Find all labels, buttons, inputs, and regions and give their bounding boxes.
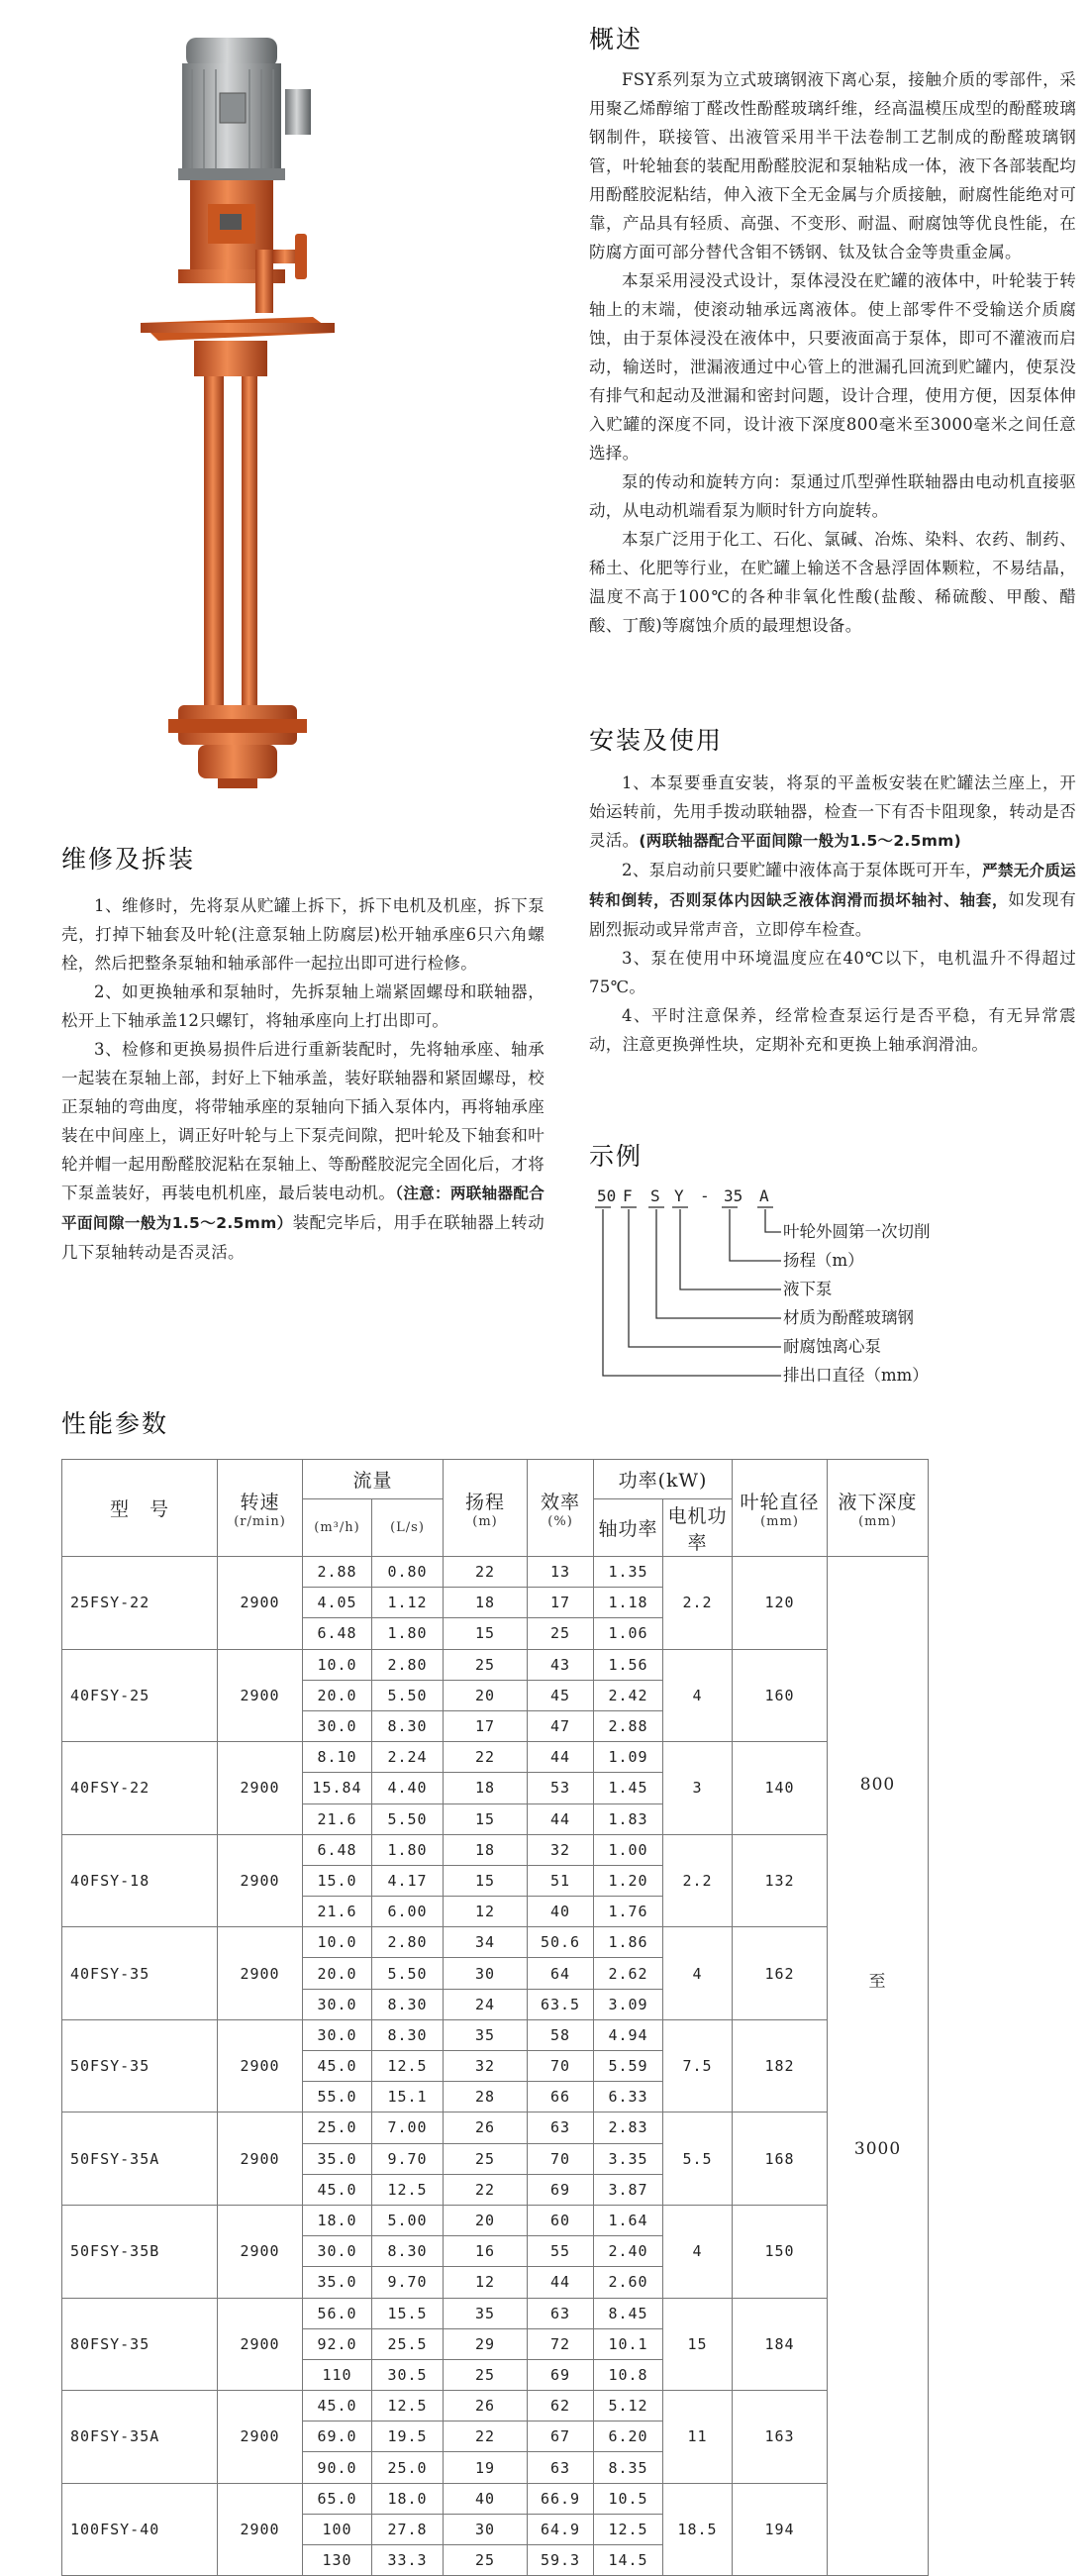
efficiency-cell: 63 xyxy=(528,2298,594,2328)
head-cell: 15 xyxy=(444,1865,528,1896)
model-cell: 40FSY-18 xyxy=(62,1834,218,1927)
speed-cell: 2900 xyxy=(218,1742,303,1835)
header-impeller: 叶轮直径 (mm) xyxy=(733,1460,828,1557)
header-power: 功率(kW) xyxy=(594,1460,733,1499)
flow-m3-cell: 30.0 xyxy=(303,1710,372,1741)
connector-line xyxy=(680,1209,781,1289)
flow-ls-cell: 2.80 xyxy=(372,1927,444,1958)
shaft-power-cell: 2.88 xyxy=(594,1710,663,1741)
flow-m3-cell: 20.0 xyxy=(303,1958,372,1989)
install-step-3: 3、泵在使用中环境温度应在40℃以下，电机温升不得超过75℃。 xyxy=(589,949,1076,996)
depth-value: 800 xyxy=(859,1774,896,1795)
model-cell: 40FSY-35 xyxy=(62,1927,218,2020)
flow-m3-cell: 92.0 xyxy=(303,2328,372,2359)
head-cell: 26 xyxy=(444,2112,528,2143)
flow-m3-cell: 30.0 xyxy=(303,1989,372,2019)
head-cell: 30 xyxy=(444,2514,528,2544)
shaft-power-cell: 5.12 xyxy=(594,2391,663,2421)
head-cell: 12 xyxy=(444,2267,528,2298)
flow-ls-cell: 6.00 xyxy=(372,1897,444,1927)
shaft-power-cell: 1.76 xyxy=(594,1897,663,1927)
model-code-char: A xyxy=(759,1186,769,1205)
head-cell: 30 xyxy=(444,1958,528,1989)
flow-m3-cell: 21.6 xyxy=(303,1803,372,1834)
head-cell: 17 xyxy=(444,1710,528,1741)
header-flow-m3: (m³/h) xyxy=(303,1499,372,1557)
flow-m3-cell: 10.0 xyxy=(303,1649,372,1680)
header-speed: 转速 (r/min) xyxy=(218,1460,303,1557)
efficiency-cell: 66 xyxy=(528,2082,594,2112)
flow-m3-cell: 6.48 xyxy=(303,1834,372,1865)
example-title: 示例 xyxy=(589,1142,644,1171)
header-head: 扬程 (m) xyxy=(444,1460,528,1557)
flow-ls-cell: 25.5 xyxy=(372,2328,444,2359)
efficiency-cell: 47 xyxy=(528,1710,594,1741)
model-code-char: S xyxy=(650,1186,660,1205)
overview-text xyxy=(589,65,1076,640)
shaft-power-cell: 3.35 xyxy=(594,2143,663,2174)
speed-cell: 2900 xyxy=(218,2019,303,2112)
flow-m3-cell: 90.0 xyxy=(303,2452,372,2483)
model-code-char: - xyxy=(700,1186,710,1205)
head-cell: 22 xyxy=(444,1742,528,1773)
flow-ls-cell: 15.1 xyxy=(372,2082,444,2112)
model-cell: 80FSY-35 xyxy=(62,2298,218,2391)
shaft-power-cell: 8.35 xyxy=(594,2452,663,2483)
shaft-power-cell: 1.18 xyxy=(594,1588,663,1618)
head-cell: 25 xyxy=(444,1649,528,1680)
header-model: 型 号 xyxy=(62,1460,218,1557)
connector-line xyxy=(629,1209,781,1347)
model-cell: 40FSY-25 xyxy=(62,1649,218,1742)
efficiency-cell: 72 xyxy=(528,2328,594,2359)
flow-ls-cell: 9.70 xyxy=(372,2267,444,2298)
flow-m3-cell: 6.48 xyxy=(303,1618,372,1649)
flow-ls-cell: 25.0 xyxy=(372,2452,444,2483)
table-row xyxy=(62,1649,929,1680)
head-cell: 22 xyxy=(444,1557,528,1588)
header-efficiency: 效率 (%) xyxy=(528,1460,594,1557)
head-cell: 24 xyxy=(444,1989,528,2019)
shaft-power-cell: 6.33 xyxy=(594,2082,663,2112)
efficiency-cell: 25 xyxy=(528,1618,594,1649)
connector-line xyxy=(656,1209,781,1318)
efficiency-cell: 59.3 xyxy=(528,2545,594,2576)
efficiency-cell: 55 xyxy=(528,2236,594,2267)
speed-cell: 2900 xyxy=(218,1834,303,1927)
head-cell: 18 xyxy=(444,1773,528,1803)
overview-paragraph: 本泵采用浸没式设计，泵体浸没在贮罐的液体中，叶轮装于转轴上的末端，使滚动轴承远离液体。使上部零件不受输送介质腐蚀，由于泵体浸没在液体中，只要液面高于泵体，即可不灌液而启动，输送时，泄漏液通过中心管上的泄漏孔回流到贮罐内，使泵没有排气和起动及泄漏和密封问题，设计合理，使用方便，因泵体伸入贮罐的深度不同，设计液下深度800毫米至3000毫米之间任意选择。 xyxy=(589,271,1076,463)
flow-m3-cell: 55.0 xyxy=(303,2082,372,2112)
head-cell: 35 xyxy=(444,2019,528,2050)
connector-line xyxy=(730,1209,781,1261)
efficiency-cell: 44 xyxy=(528,1742,594,1773)
table-row xyxy=(62,2391,929,2421)
motor-power-cell: 15 xyxy=(663,2298,733,2391)
shaft-power-cell: 1.83 xyxy=(594,1803,663,1834)
shaft-power-cell: 4.94 xyxy=(594,2019,663,2050)
efficiency-cell: 44 xyxy=(528,2267,594,2298)
head-cell: 25 xyxy=(444,2545,528,2576)
impeller-cell: 160 xyxy=(733,1649,828,1742)
model-code-label: 材质为酚醛玻璃钢 xyxy=(783,1308,914,1327)
shaft-power-cell: 3.09 xyxy=(594,1989,663,2019)
speed-cell: 2900 xyxy=(218,2298,303,2391)
head-cell: 35 xyxy=(444,2298,528,2328)
flow-ls-cell: 8.30 xyxy=(372,1710,444,1741)
model-code-label: 叶轮外圆第一次切削 xyxy=(783,1222,931,1241)
efficiency-cell: 17 xyxy=(528,1588,594,1618)
impeller-cell: 120 xyxy=(733,1557,828,1650)
shaft-power-cell: 1.56 xyxy=(594,1649,663,1680)
shaft-power-cell: 2.40 xyxy=(594,2236,663,2267)
head-cell: 25 xyxy=(444,2143,528,2174)
efficiency-cell: 60 xyxy=(528,2205,594,2235)
flow-ls-cell: 7.00 xyxy=(372,2112,444,2143)
efficiency-cell: 45 xyxy=(528,1680,594,1710)
install-title: 安装及使用 xyxy=(589,726,724,755)
model-cell: 25FSY-22 xyxy=(62,1557,218,1650)
table-row xyxy=(62,2112,929,2143)
head-cell: 18 xyxy=(444,1834,528,1865)
impeller-cell: 194 xyxy=(733,2483,828,2576)
flow-m3-cell: 15.84 xyxy=(303,1773,372,1803)
overview-paragraph: 本泵广泛用于化工、石化、氯碱、冶炼、染料、农药、制药、稀土、化肥等行业，在贮罐上输送不含悬浮固体颗粒，不易结晶，温度不高于100℃的各种非氧化性酸(盐酸、稀硫酸、甲酸、醋酸、丁酸)等腐蚀介质的最理想设备。 xyxy=(589,530,1076,635)
shaft-power-cell: 3.87 xyxy=(594,2174,663,2205)
flow-ls-cell: 0.80 xyxy=(372,1557,444,1588)
motor-power-cell: 3 xyxy=(663,1742,733,1835)
impeller-cell: 132 xyxy=(733,1834,828,1927)
flow-ls-cell: 33.3 xyxy=(372,2545,444,2576)
flow-ls-cell: 1.80 xyxy=(372,1834,444,1865)
impeller-cell: 150 xyxy=(733,2205,828,2298)
impeller-cell: 184 xyxy=(733,2298,828,2391)
flow-ls-cell: 8.30 xyxy=(372,2236,444,2267)
repair-text xyxy=(61,891,544,1267)
table-row xyxy=(62,1834,929,1865)
flow-ls-cell: 8.30 xyxy=(372,1989,444,2019)
efficiency-cell: 62 xyxy=(528,2391,594,2421)
efficiency-cell: 64.9 xyxy=(528,2514,594,2544)
flow-m3-cell: 130 xyxy=(303,2545,372,2576)
flow-ls-cell: 4.40 xyxy=(372,1773,444,1803)
repair-step-1: 1、维修时，先将泵从贮罐上拆下，拆下电机及机座，拆下泵壳，打掉下轴套及叶轮(注意泵轴上防腐层)松开轴承座6只六角螺栓，然后把整条泵轴和轴承部件一起拉出即可进行检修。 xyxy=(61,896,544,973)
header-flow-ls: (L/s) xyxy=(372,1499,444,1557)
shaft-power-cell: 1.20 xyxy=(594,1865,663,1896)
head-cell: 18 xyxy=(444,1588,528,1618)
shaft-power-cell: 2.42 xyxy=(594,1680,663,1710)
flow-m3-cell: 30.0 xyxy=(303,2236,372,2267)
flow-m3-cell: 56.0 xyxy=(303,2298,372,2328)
flow-ls-cell: 18.0 xyxy=(372,2483,444,2514)
efficiency-cell: 51 xyxy=(528,1865,594,1896)
motor-power-cell: 2.2 xyxy=(663,1834,733,1927)
install-text xyxy=(589,769,1076,1059)
efficiency-cell: 70 xyxy=(528,2051,594,2082)
shaft-power-cell: 5.59 xyxy=(594,2051,663,2082)
efficiency-cell: 50.6 xyxy=(528,1927,594,1958)
overview-title: 概述 xyxy=(589,25,644,53)
flow-ls-cell: 1.80 xyxy=(372,1618,444,1649)
speed-cell: 2900 xyxy=(218,2483,303,2576)
depth-value: 至 xyxy=(868,1972,887,1993)
motor-power-cell: 2.2 xyxy=(663,1557,733,1650)
model-code-label: 液下泵 xyxy=(783,1280,833,1298)
performance-title: 性能参数 xyxy=(61,1409,169,1438)
performance-table xyxy=(61,1459,929,2576)
flow-m3-cell: 21.6 xyxy=(303,1897,372,1927)
head-cell: 16 xyxy=(444,2236,528,2267)
flow-m3-cell: 65.0 xyxy=(303,2483,372,2514)
head-cell: 34 xyxy=(444,1927,528,1958)
efficiency-cell: 69 xyxy=(528,2359,594,2390)
model-cell: 50FSY-35B xyxy=(62,2205,218,2298)
efficiency-cell: 32 xyxy=(528,1834,594,1865)
flow-m3-cell: 20.0 xyxy=(303,1680,372,1710)
efficiency-cell: 63 xyxy=(528,2112,594,2143)
shaft-power-cell: 2.62 xyxy=(594,1958,663,1989)
shaft-power-cell: 10.5 xyxy=(594,2483,663,2514)
flow-m3-cell: 18.0 xyxy=(303,2205,372,2235)
flow-ls-cell: 19.5 xyxy=(372,2421,444,2452)
model-code-label: 扬程（m） xyxy=(783,1251,864,1270)
flow-m3-cell: 15.0 xyxy=(303,1865,372,1896)
table-row xyxy=(62,1927,929,1958)
flow-m3-cell: 45.0 xyxy=(303,2051,372,2082)
efficiency-cell: 70 xyxy=(528,2143,594,2174)
shaft-power-cell: 10.8 xyxy=(594,2359,663,2390)
speed-cell: 2900 xyxy=(218,1649,303,1742)
impeller-cell: 163 xyxy=(733,2391,828,2484)
flow-m3-cell: 25.0 xyxy=(303,2112,372,2143)
flow-ls-cell: 30.5 xyxy=(372,2359,444,2390)
flow-ls-cell: 27.8 xyxy=(372,2514,444,2544)
shaft-power-cell: 2.83 xyxy=(594,2112,663,2143)
flow-m3-cell: 4.05 xyxy=(303,1588,372,1618)
motor-power-cell: 4 xyxy=(663,1649,733,1742)
shaft-power-cell: 6.20 xyxy=(594,2421,663,2452)
shaft-power-cell: 2.60 xyxy=(594,2267,663,2298)
flow-ls-cell: 1.12 xyxy=(372,1588,444,1618)
table-row xyxy=(62,2205,929,2235)
impeller-cell: 168 xyxy=(733,2112,828,2206)
flow-m3-cell: 100 xyxy=(303,2514,372,2544)
flow-ls-cell: 2.24 xyxy=(372,1742,444,1773)
flow-ls-cell: 2.80 xyxy=(372,1649,444,1680)
efficiency-cell: 66.9 xyxy=(528,2483,594,2514)
efficiency-cell: 44 xyxy=(528,1803,594,1834)
flow-m3-cell: 45.0 xyxy=(303,2174,372,2205)
header-motor-power: 电机功率 xyxy=(663,1499,733,1557)
depth-value: 3000 xyxy=(853,2139,902,2160)
flow-ls-cell: 5.50 xyxy=(372,1803,444,1834)
model-cell: 50FSY-35A xyxy=(62,2112,218,2206)
header-depth: 液下深度 (mm) xyxy=(828,1460,929,1557)
efficiency-cell: 53 xyxy=(528,1773,594,1803)
head-cell: 26 xyxy=(444,2391,528,2421)
motor-power-cell: 4 xyxy=(663,2205,733,2298)
head-cell: 22 xyxy=(444,2174,528,2205)
shaft-power-cell: 1.35 xyxy=(594,1557,663,1588)
model-code-char: F xyxy=(623,1186,633,1205)
flow-ls-cell: 9.70 xyxy=(372,2143,444,2174)
motor-power-cell: 11 xyxy=(663,2391,733,2484)
shaft-power-cell: 1.45 xyxy=(594,1773,663,1803)
efficiency-cell: 64 xyxy=(528,1958,594,1989)
efficiency-cell: 40 xyxy=(528,1897,594,1927)
model-cell: 40FSY-22 xyxy=(62,1742,218,1835)
speed-cell: 2900 xyxy=(218,1557,303,1650)
model-code-diagram xyxy=(589,1184,1064,1421)
head-cell: 25 xyxy=(444,2359,528,2390)
flow-m3-cell: 8.10 xyxy=(303,1742,372,1773)
flow-m3-cell: 35.0 xyxy=(303,2267,372,2298)
head-cell: 28 xyxy=(444,2082,528,2112)
flow-m3-cell: 30.0 xyxy=(303,2019,372,2050)
depth-cell xyxy=(828,1557,929,2576)
repair-step-2: 2、如更换轴承和泵轴时，先拆泵轴上端紧固螺母和联轴器，松开上下轴承盖12只螺钉，将轴承座向上打出即可。 xyxy=(61,982,544,1030)
repair-step-3: 3、检修和更换易损件后进行重新装配时，先将轴承座、轴承一起装在泵轴上部，封好上下轴承盖，装好联轴器和紧固螺母，校正泵轴的弯曲度，将带轴承座的泵轴向下插入泵体内，再将轴承座装在中间座上，调正好叶轮与上下泵壳间隙，把叶轮及下轴套和叶轮并帽一起用酚醛胶泥粘在泵轴上、等酚醛胶泥完全固化后，才将下泵盖装好，再装电机机座，最后装电动机。（注意：两联轴器配合平面间隙一般为1.5～2.5mm）装配完毕后，用手在联轴器上转动几下泵轴转动是否灵活。 xyxy=(61,1040,544,1262)
flow-ls-cell: 5.50 xyxy=(372,1680,444,1710)
speed-cell: 2900 xyxy=(218,2112,303,2206)
model-code-char: 50 xyxy=(597,1186,617,1205)
speed-cell: 2900 xyxy=(218,1927,303,2020)
flow-ls-cell: 12.5 xyxy=(372,2051,444,2082)
pump-illustration xyxy=(139,30,356,792)
head-cell: 20 xyxy=(444,2205,528,2235)
impeller-cell: 182 xyxy=(733,2019,828,2112)
motor-power-cell: 7.5 xyxy=(663,2019,733,2112)
model-code-label: 耐腐蚀离心泵 xyxy=(783,1337,881,1356)
flow-m3-cell: 10.0 xyxy=(303,1927,372,1958)
head-cell: 22 xyxy=(444,2421,528,2452)
head-cell: 40 xyxy=(444,2483,528,2514)
flow-ls-cell: 12.5 xyxy=(372,2391,444,2421)
speed-cell: 2900 xyxy=(218,2391,303,2484)
impeller-cell: 162 xyxy=(733,1927,828,2020)
install-step-1: 1、本泵要垂直安装，将泵的平盖板安装在贮罐法兰座上，开始运转前，先用手拨动联轴器，检查一下有否卡阻现象，转动是否灵活。(两联轴器配合平面间隙一般为1.5～2.5mm) xyxy=(589,773,1076,850)
model-code-label: 排出口直径（mm） xyxy=(783,1366,929,1385)
table-row xyxy=(62,2298,929,2328)
table-row xyxy=(62,2483,929,2514)
flow-m3-cell: 35.0 xyxy=(303,2143,372,2174)
shaft-power-cell: 8.45 xyxy=(594,2298,663,2328)
model-cell: 50FSY-35 xyxy=(62,2019,218,2112)
flow-ls-cell: 12.5 xyxy=(372,2174,444,2205)
model-cell: 80FSY-35A xyxy=(62,2391,218,2484)
overview-paragraph: 泵的传动和旋转方向：泵通过爪型弹性联轴器由电动机直接驱动，从电动机端看泵为顺时针方向旋转。 xyxy=(589,472,1076,520)
install-step-2: 2、泵启动前只要贮罐中液体高于泵体既可开车，严禁无介质运转和倒转，否则泵体内因缺乏液体润滑而损坏轴衬、轴套，如发现有剧烈振动或异常声音，立即停车检查。 xyxy=(589,861,1076,939)
shaft-power-cell: 10.1 xyxy=(594,2328,663,2359)
connector-line xyxy=(603,1209,781,1376)
install-step-4: 4、平时注意保养，经常检查泵运行是否平稳，有无异常震动，注意更换弹性块，定期补充和更换上轴承润滑油。 xyxy=(589,1006,1076,1054)
flow-m3-cell: 110 xyxy=(303,2359,372,2390)
table-row xyxy=(62,1557,929,1588)
flow-m3-cell: 2.88 xyxy=(303,1557,372,1588)
efficiency-cell: 69 xyxy=(528,2174,594,2205)
speed-cell: 2900 xyxy=(218,2205,303,2298)
connector-line xyxy=(765,1209,781,1232)
shaft-power-cell: 14.5 xyxy=(594,2545,663,2576)
head-cell: 15 xyxy=(444,1803,528,1834)
efficiency-cell: 63 xyxy=(528,2452,594,2483)
flow-ls-cell: 5.50 xyxy=(372,1958,444,1989)
head-cell: 15 xyxy=(444,1618,528,1649)
flow-ls-cell: 8.30 xyxy=(372,2019,444,2050)
head-cell: 29 xyxy=(444,2328,528,2359)
flow-m3-cell: 69.0 xyxy=(303,2421,372,2452)
repair-title: 维修及拆装 xyxy=(61,845,196,874)
flow-m3-cell: 45.0 xyxy=(303,2391,372,2421)
overview-paragraph: FSY系列泵为立式玻璃钢液下离心泵，接触介质的零部件，采用聚乙烯醇缩丁醛改性酚醛玻璃纤维，经高温模压成型的酚醛玻璃钢制件，联接管、出液管采用半干法卷制工艺制成的酚醛玻璃钢管，叶轮轴套的装配用酚醛胶泥和泵轴粘成一体，液下各部装配均用酚醛胶泥粘结，伸入液下全无金属与介质接触，耐腐性能绝对可靠，产品具有轻质、高强、不变形、耐温、耐腐蚀等优良性能，在防腐方面可部分替代含钼不锈钢、钛及钛合金等贵重金属。 xyxy=(589,70,1076,261)
efficiency-cell: 63.5 xyxy=(528,1989,594,2019)
flow-ls-cell: 5.00 xyxy=(372,2205,444,2235)
head-cell: 19 xyxy=(444,2452,528,2483)
efficiency-cell: 43 xyxy=(528,1649,594,1680)
motor-power-cell: 4 xyxy=(663,1927,733,2020)
head-cell: 12 xyxy=(444,1897,528,1927)
header-flow: 流量 xyxy=(303,1460,444,1499)
model-code-char: Y xyxy=(674,1186,684,1205)
table-row xyxy=(62,1742,929,1773)
shaft-power-cell: 1.86 xyxy=(594,1927,663,1958)
efficiency-cell: 13 xyxy=(528,1557,594,1588)
flow-ls-cell: 15.5 xyxy=(372,2298,444,2328)
shaft-power-cell: 1.64 xyxy=(594,2205,663,2235)
flow-ls-cell: 4.17 xyxy=(372,1865,444,1896)
motor-power-cell: 18.5 xyxy=(663,2483,733,2576)
table-row xyxy=(62,2019,929,2050)
model-cell: 100FSY-40 xyxy=(62,2483,218,2576)
shaft-power-cell: 1.09 xyxy=(594,1742,663,1773)
shaft-power-cell: 1.06 xyxy=(594,1618,663,1649)
efficiency-cell: 58 xyxy=(528,2019,594,2050)
motor-power-cell: 5.5 xyxy=(663,2112,733,2206)
shaft-power-cell: 1.00 xyxy=(594,1834,663,1865)
head-cell: 32 xyxy=(444,2051,528,2082)
impeller-cell: 140 xyxy=(733,1742,828,1835)
model-code-char: 35 xyxy=(724,1186,743,1205)
efficiency-cell: 67 xyxy=(528,2421,594,2452)
shaft-power-cell: 12.5 xyxy=(594,2514,663,2544)
header-shaft-power: 轴功率 xyxy=(594,1499,663,1557)
head-cell: 20 xyxy=(444,1680,528,1710)
